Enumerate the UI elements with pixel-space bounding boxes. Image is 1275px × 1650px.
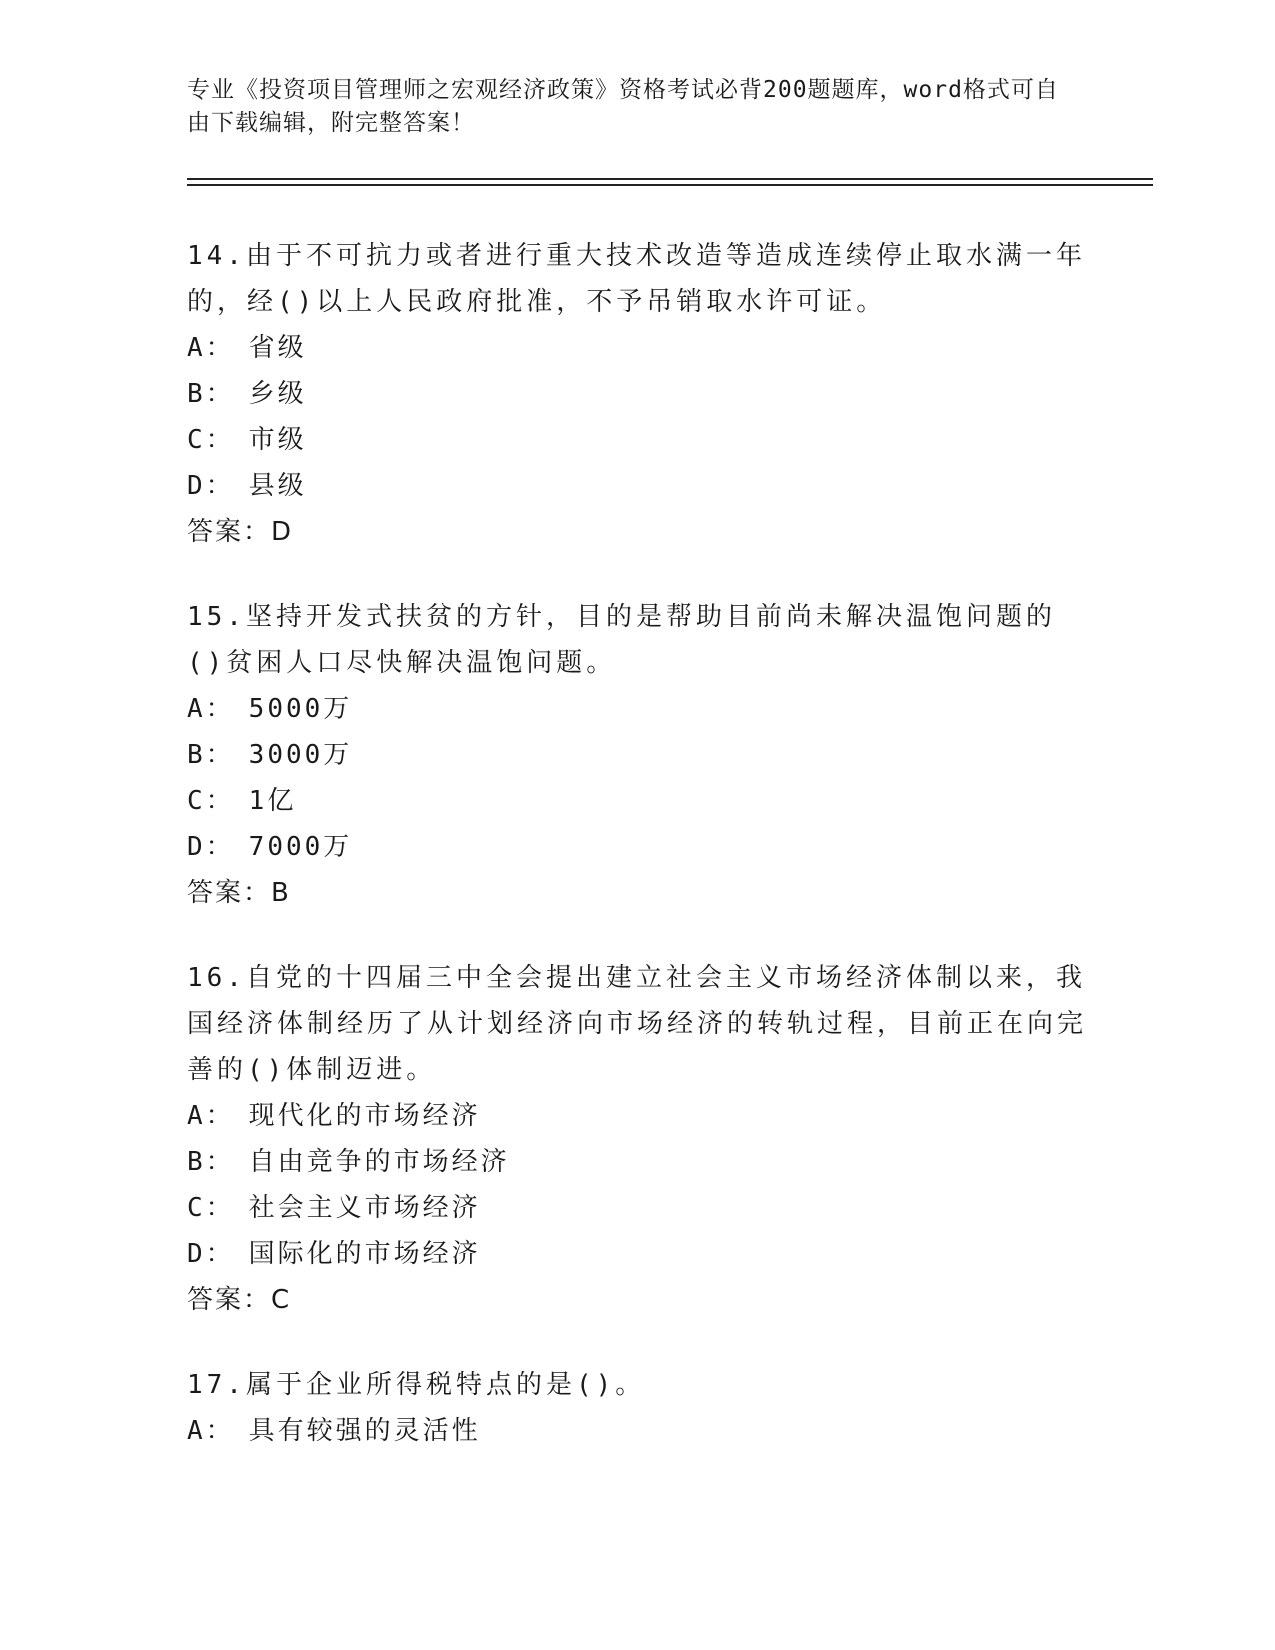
- option-a: [187, 1408, 1087, 1454]
- option-text: 1亿: [248, 786, 297, 816]
- option-d: [187, 1231, 1087, 1277]
- option-separator: ：: [205, 1193, 235, 1223]
- option-text: 现代化的市场经济: [248, 1101, 481, 1131]
- option-b: [187, 1139, 1087, 1185]
- option-letter: D: [187, 471, 206, 501]
- option-letter: C: [187, 425, 206, 455]
- option-text: 5000万: [248, 694, 353, 724]
- option-c: [187, 417, 1087, 463]
- option-letter: D: [187, 1239, 206, 1269]
- option-letter: A: [187, 1101, 206, 1131]
- option-text: 社会主义市场经济: [248, 1193, 481, 1223]
- option-letter: A: [187, 694, 206, 724]
- option-letter: C: [187, 786, 206, 816]
- question-text: 17.属于企业所得税特点的是()。: [187, 1370, 646, 1400]
- option-separator: ：: [205, 1239, 235, 1269]
- option-separator: ：: [205, 379, 235, 409]
- option-text: 自由竞争的市场经济: [248, 1147, 510, 1177]
- option-separator: ：: [205, 1416, 235, 1446]
- option-letter: A: [187, 1416, 206, 1446]
- question-text: 14.由于不可抗力或者进行重大技术改造等造成连续停止取水满一年的，经()以上人民政府批准，不予吊销取水许可证。: [187, 241, 1086, 317]
- option-letter: B: [187, 1147, 206, 1177]
- option-c: [187, 778, 1087, 824]
- option-letter: C: [187, 1193, 206, 1223]
- option-a: [187, 325, 1087, 371]
- option-separator: ：: [205, 740, 235, 770]
- question-text: 15.坚持开发式扶贫的方针，目的是帮助目前尚未解决温饱问题的()贫困人口尽快解决温饱问题。: [187, 602, 1056, 678]
- option-a: [187, 686, 1087, 732]
- answer: 答案：D: [187, 517, 294, 547]
- header-rule-top: [187, 178, 1153, 180]
- option-text: 国际化的市场经济: [248, 1239, 481, 1269]
- option-d: [187, 824, 1087, 870]
- question-text: 16.自党的十四届三中全会提出建立社会主义市场经济体制以来，我国经济体制经历了从计划经济向市场经济的转轨过程，目前正在向完善的()体制迈进。: [187, 963, 1088, 1085]
- option-separator: ：: [205, 1147, 235, 1177]
- option-text: 省级: [248, 333, 307, 363]
- option-c: [187, 1185, 1087, 1231]
- answer: 答案：B: [187, 878, 291, 908]
- option-separator: ：: [205, 786, 235, 816]
- option-letter: B: [187, 740, 206, 770]
- option-separator: ：: [205, 832, 235, 862]
- header-text: 专业《投资项目管理师之宏观经济政策》资格考试必背200题题库，word格式可自由下载编辑，附完整答案！: [187, 77, 1059, 136]
- option-text: 市级: [248, 425, 307, 455]
- option-text: 3000万: [248, 740, 353, 770]
- option-separator: ：: [205, 1101, 235, 1131]
- header-rule-bottom: [187, 184, 1153, 186]
- option-d: [187, 463, 1087, 509]
- option-text: 具有较强的灵活性: [248, 1416, 481, 1446]
- question-list: [187, 233, 1087, 1493]
- question-17: [187, 1362, 1087, 1454]
- option-b: [187, 732, 1087, 778]
- option-b: [187, 371, 1087, 417]
- option-separator: ：: [205, 425, 235, 455]
- option-separator: ：: [205, 694, 235, 724]
- question-15: [187, 594, 1087, 916]
- option-letter: D: [187, 832, 206, 862]
- answer: 答案：C: [187, 1285, 292, 1315]
- option-a: [187, 1093, 1087, 1139]
- option-letter: B: [187, 379, 206, 409]
- option-separator: ：: [205, 333, 235, 363]
- document-header: [187, 74, 1067, 140]
- option-separator: ：: [205, 471, 235, 501]
- question-16: [187, 955, 1087, 1323]
- question-14: [187, 233, 1087, 555]
- option-text: 乡级: [248, 379, 307, 409]
- option-letter: A: [187, 333, 206, 363]
- option-text: 7000万: [248, 832, 353, 862]
- option-text: 县级: [248, 471, 307, 501]
